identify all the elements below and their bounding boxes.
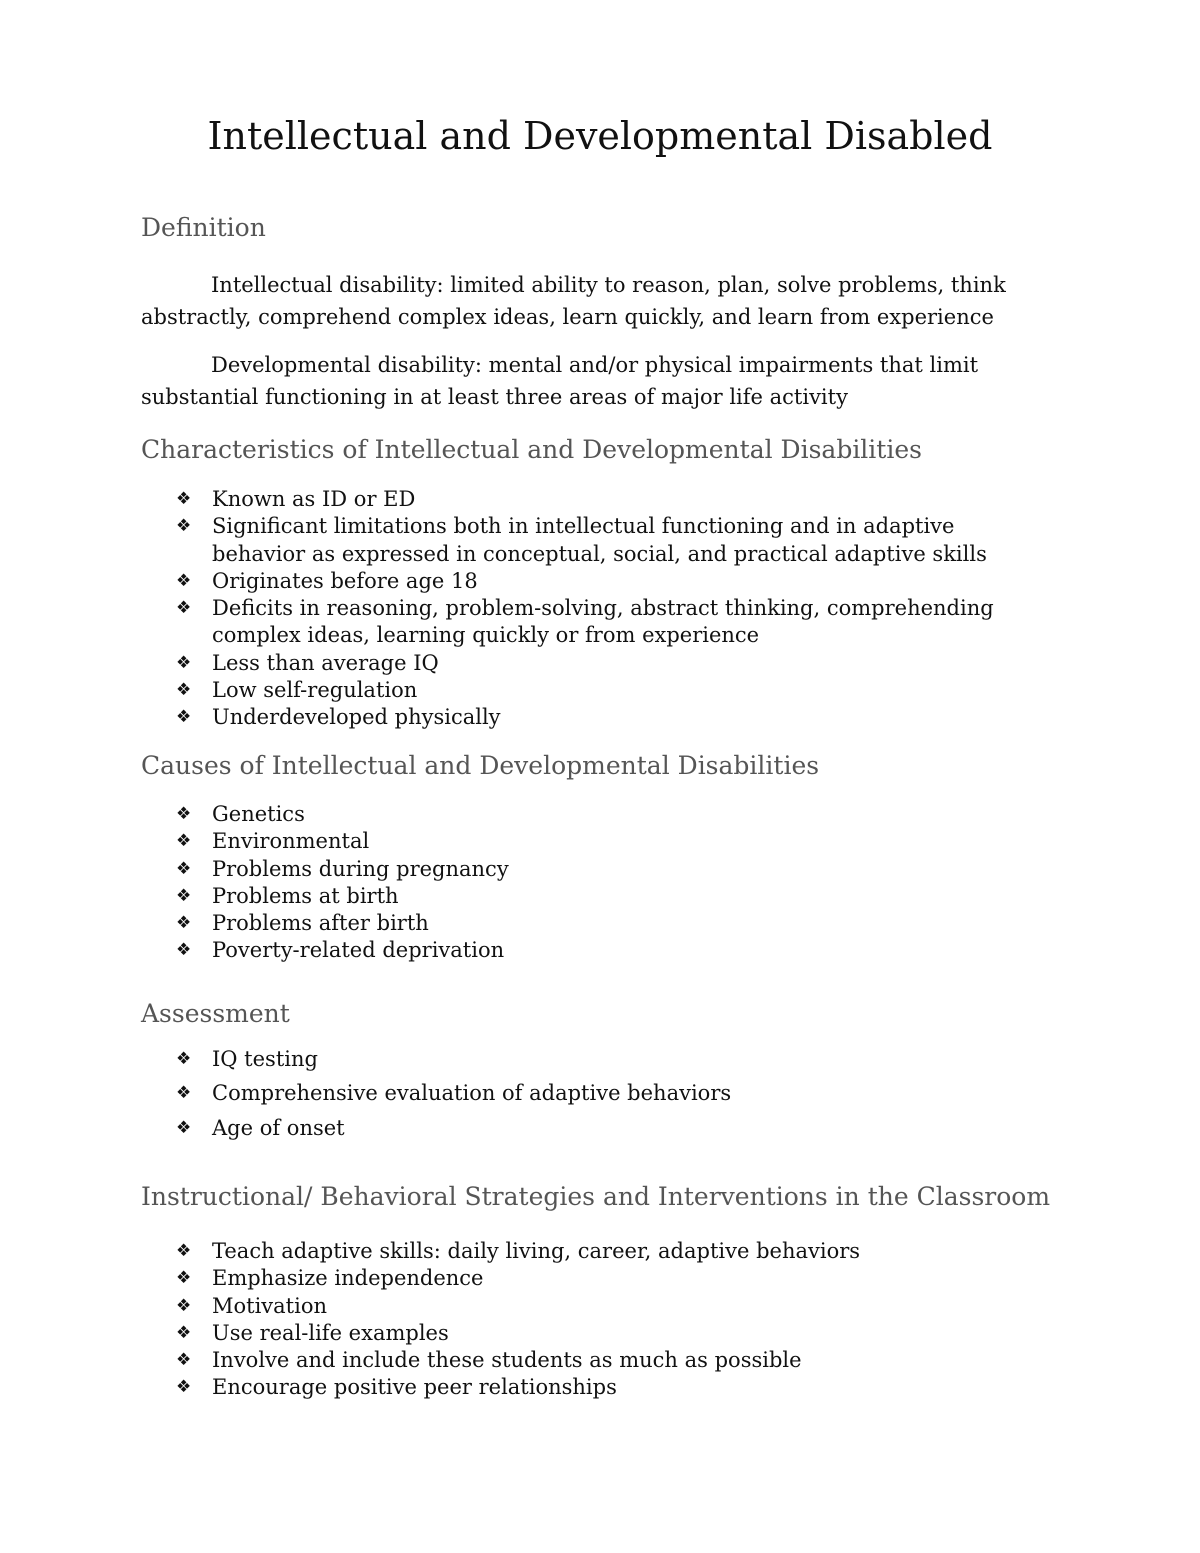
list-item-text: Encourage positive peer relationships <box>212 1375 617 1400</box>
list-item <box>176 1265 1036 1292</box>
list-item-text: Problems at birth <box>212 883 399 908</box>
list-item <box>176 828 1036 855</box>
list-item-text: Originates before age 18 <box>212 568 478 593</box>
diamond-bullet-icon: ❖ <box>176 831 192 852</box>
list-item-text: Problems during pregnancy <box>212 856 509 881</box>
list-item-text: Poverty-related deprivation <box>212 938 505 963</box>
list-item-text: Motivation <box>212 1293 328 1318</box>
list-item-text: Use real-life examples <box>212 1320 449 1345</box>
list-item <box>176 1374 1036 1401</box>
diamond-bullet-icon: ❖ <box>176 1117 192 1138</box>
diamond-bullet-icon: ❖ <box>176 913 192 934</box>
list-item <box>176 595 1036 650</box>
diamond-bullet-icon: ❖ <box>176 940 192 961</box>
list-item <box>176 650 1036 677</box>
list-item-text: Emphasize independence <box>212 1266 484 1291</box>
document-title: Intellectual and Developmental Disabled <box>207 114 993 158</box>
list-item-text: Significant limitations both in intellectual functioning and in adaptive behavior as expressed in conceptual, social, and practical adaptive skills <box>212 514 987 566</box>
assessment-heading: Assessment <box>141 999 290 1028</box>
diamond-bullet-icon: ❖ <box>176 598 192 619</box>
list-item <box>176 1293 1036 1320</box>
list-item <box>176 1115 1036 1142</box>
list-item-text: Underdeveloped physically <box>212 705 501 730</box>
assessment-list <box>176 1046 1036 1149</box>
diamond-bullet-icon: ❖ <box>176 680 192 701</box>
list-item <box>176 1046 1036 1073</box>
diamond-bullet-icon: ❖ <box>176 1268 192 1289</box>
list-item-text: Genetics <box>212 802 305 826</box>
list-item <box>176 486 1036 513</box>
list-item-text: Involve and include these students as much as possible <box>212 1348 802 1373</box>
list-item <box>176 910 1036 937</box>
strategies-heading: Instructional/ Behavioral Strategies and Interventions in the Classroom <box>141 1182 1051 1211</box>
diamond-bullet-icon: ❖ <box>176 652 192 673</box>
characteristics-list <box>176 486 1036 732</box>
list-item <box>176 568 1036 595</box>
definition-paragraph-developmental: Developmental disability: mental and/or physical impairments that limit substantial functioning in at least three areas of major life activity <box>141 353 979 409</box>
diamond-bullet-icon: ❖ <box>176 570 192 591</box>
strategies-list <box>176 1238 1036 1402</box>
list-item-text: Teach adaptive skills: daily living, career, adaptive behaviors <box>212 1239 861 1263</box>
diamond-bullet-icon: ❖ <box>176 1083 192 1104</box>
list-item <box>176 1347 1036 1374</box>
diamond-bullet-icon: ❖ <box>176 885 192 906</box>
list-item-text: Age of onset <box>212 1115 345 1140</box>
list-item-text: Deficits in reasoning, problem-solving, abstract thinking, comprehending complex ideas, learning quickly or from experience <box>212 596 994 648</box>
diamond-bullet-icon: ❖ <box>176 804 192 824</box>
diamond-bullet-icon: ❖ <box>176 1241 192 1261</box>
diamond-bullet-icon: ❖ <box>176 1377 192 1398</box>
causes-heading: Causes of Intellectual and Developmental Disabilities <box>141 751 820 780</box>
list-item <box>176 937 1036 964</box>
definition-paragraph-intellectual: Intellectual disability: limited ability to reason, plan, solve problems, think abstractly, comprehend complex ideas, learn quickly, and learn from experience <box>141 273 1006 329</box>
diamond-bullet-icon: ❖ <box>176 707 192 728</box>
list-item-text: Environmental <box>212 829 370 854</box>
diamond-bullet-icon: ❖ <box>176 1049 192 1069</box>
list-item-text: IQ testing <box>212 1047 318 1071</box>
diamond-bullet-icon: ❖ <box>176 858 192 879</box>
list-item <box>176 801 1036 828</box>
list-item-text: Comprehensive evaluation of adaptive behaviors <box>212 1081 732 1106</box>
list-item-text: Known as ID or ED <box>212 487 416 511</box>
list-item <box>176 1320 1036 1347</box>
diamond-bullet-icon: ❖ <box>176 1350 192 1371</box>
definition-heading: Definition <box>141 213 266 242</box>
list-item <box>176 1080 1036 1107</box>
diamond-bullet-icon: ❖ <box>176 1295 192 1316</box>
list-item <box>176 704 1036 731</box>
list-item <box>176 513 1036 568</box>
diamond-bullet-icon: ❖ <box>176 489 192 509</box>
characteristics-heading: Characteristics of Intellectual and Developmental Disabilities <box>141 435 922 464</box>
list-item <box>176 677 1036 704</box>
list-item <box>176 856 1036 883</box>
list-item-text: Problems after birth <box>212 911 429 936</box>
list-item <box>176 1238 1036 1265</box>
diamond-bullet-icon: ❖ <box>176 516 192 537</box>
list-item-text: Low self-regulation <box>212 678 418 703</box>
causes-list <box>176 801 1036 965</box>
diamond-bullet-icon: ❖ <box>176 1322 192 1343</box>
list-item-text: Less than average IQ <box>212 650 439 675</box>
list-item <box>176 883 1036 910</box>
